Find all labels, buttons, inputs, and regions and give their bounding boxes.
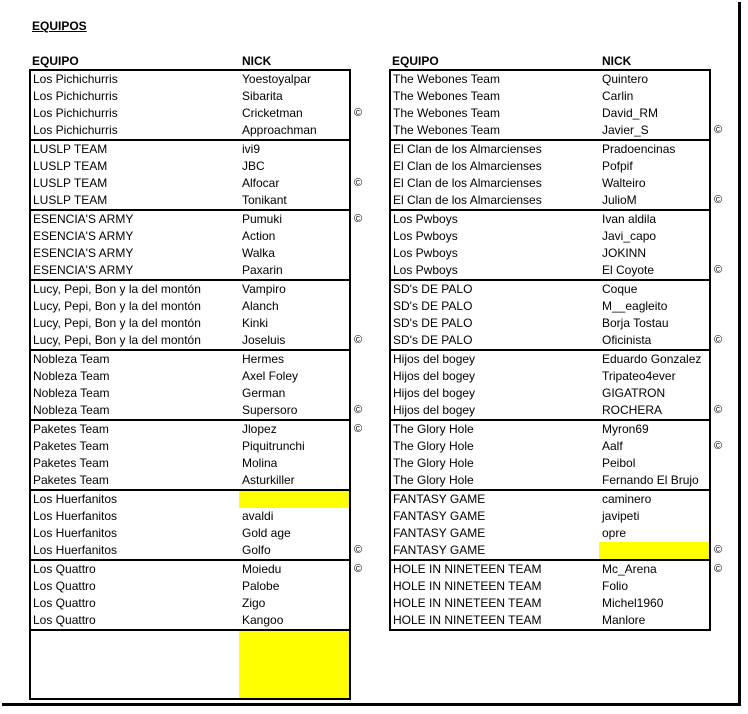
player-nick: Molina bbox=[242, 456, 278, 470]
table-row bbox=[391, 245, 709, 262]
table-row bbox=[31, 245, 349, 262]
table-row bbox=[31, 192, 349, 209]
team-name: El Clan de los Almarcienses bbox=[393, 142, 542, 156]
player-nick: Folio bbox=[602, 579, 629, 593]
player-nick: Supersoro bbox=[242, 403, 298, 417]
player-nick: Palobe bbox=[242, 579, 280, 593]
table-row bbox=[391, 315, 709, 332]
player-nick: Paxarin bbox=[242, 263, 283, 277]
team-name: The Glory Hole bbox=[393, 422, 474, 436]
captain-mark-icon: © bbox=[713, 563, 723, 575]
player-nick: El Coyote bbox=[602, 263, 655, 277]
team-name: Los Huerfanitos bbox=[33, 543, 118, 557]
table-row bbox=[391, 141, 709, 158]
team-block bbox=[391, 349, 723, 419]
team-name: LUSLP TEAM bbox=[33, 193, 108, 207]
table-row bbox=[391, 192, 723, 209]
team-name: Lucy, Pepi, Bon y la del montón bbox=[33, 299, 201, 313]
right-team-header: EQUIPO bbox=[392, 54, 439, 68]
player-nick: Walteiro bbox=[602, 176, 646, 190]
captain-mark-icon: © bbox=[713, 544, 723, 556]
player-nick: Alanch bbox=[242, 299, 279, 313]
team-block bbox=[391, 71, 723, 139]
team-name: LUSLP TEAM bbox=[33, 159, 108, 173]
team-name: Los Quattro bbox=[33, 579, 96, 593]
table-row bbox=[391, 262, 723, 279]
table-row bbox=[391, 438, 723, 455]
table-row bbox=[391, 88, 709, 105]
player-nick: Hermes bbox=[242, 352, 285, 366]
table-row bbox=[31, 71, 349, 88]
table-row bbox=[391, 368, 709, 385]
captain-mark-icon: © bbox=[713, 264, 723, 276]
team-name: Los Pwboys bbox=[393, 212, 458, 226]
player-nick: Action bbox=[242, 229, 276, 243]
player-nick: Manlore bbox=[602, 613, 646, 627]
team-name: FANTASY GAME bbox=[393, 526, 486, 540]
left-teams-table bbox=[29, 69, 363, 700]
table-row bbox=[391, 595, 709, 612]
table-row bbox=[31, 612, 349, 629]
table-row bbox=[31, 332, 363, 349]
player-nick: Golfo bbox=[242, 543, 271, 557]
team-name: LUSLP TEAM bbox=[33, 176, 108, 190]
player-nick: Walka bbox=[242, 246, 275, 260]
player-nick: Sibarita bbox=[242, 89, 283, 103]
player-nick: German bbox=[242, 386, 286, 400]
right-nick-header: NICK bbox=[602, 54, 632, 68]
team-name: Los Huerfanitos bbox=[33, 509, 118, 523]
table-row bbox=[391, 211, 709, 228]
table-row bbox=[391, 281, 709, 298]
team-name: FANTASY GAME bbox=[393, 509, 486, 523]
player-nick: Fernando El Brujo bbox=[602, 473, 699, 487]
player-nick: ivi9 bbox=[242, 142, 261, 156]
player-nick: M__eagleito bbox=[602, 299, 668, 313]
table-row bbox=[31, 122, 349, 139]
team-block bbox=[391, 559, 723, 629]
team-name: Lucy, Pepi, Bon y la del montón bbox=[33, 282, 201, 296]
captain-mark-icon: © bbox=[713, 194, 723, 206]
player-nick: Peibol bbox=[602, 456, 636, 470]
team-name: Nobleza Team bbox=[33, 369, 110, 383]
team-block bbox=[31, 209, 363, 279]
table-row bbox=[391, 228, 709, 245]
table-row bbox=[31, 525, 349, 542]
player-nick: Alfocar bbox=[242, 176, 280, 190]
team-name: ESENCIA'S ARMY bbox=[33, 229, 134, 243]
team-name: El Clan de los Almarcienses bbox=[393, 176, 542, 190]
table-row bbox=[31, 211, 363, 228]
team-name: FANTASY GAME bbox=[393, 492, 486, 506]
player-nick: Piquitrunchi bbox=[242, 439, 305, 453]
team-name: ESENCIA'S ARMY bbox=[33, 212, 134, 226]
player-nick: Pofpif bbox=[602, 159, 633, 173]
team-block bbox=[31, 559, 363, 629]
table-row bbox=[391, 561, 723, 578]
player-nick: Moiedu bbox=[242, 562, 282, 576]
player-nick: GIGATRON bbox=[602, 386, 666, 400]
team-block bbox=[391, 419, 723, 489]
team-name: Los Quattro bbox=[33, 613, 96, 627]
team-name: The Glory Hole bbox=[393, 456, 474, 470]
table-row bbox=[31, 542, 363, 559]
team-name: Los Pwboys bbox=[393, 263, 458, 277]
team-name: SD's DE PALO bbox=[393, 316, 473, 330]
team-name: The Glory Hole bbox=[393, 439, 474, 453]
team-name: Hijos del bogey bbox=[393, 369, 476, 383]
table-row bbox=[31, 595, 349, 612]
player-nick: javipeti bbox=[602, 509, 640, 523]
table-row bbox=[31, 385, 349, 402]
player-nick: Javi_capo bbox=[602, 229, 657, 243]
table-row bbox=[391, 508, 709, 525]
team-name: Los Pichichurris bbox=[33, 89, 118, 103]
team-name: Hijos del bogey bbox=[393, 352, 476, 366]
team-block bbox=[31, 349, 363, 419]
team-name: The Webones Team bbox=[393, 106, 500, 120]
team-name: Los Quattro bbox=[33, 562, 96, 576]
player-nick: Borja Tostau bbox=[602, 316, 669, 330]
table-row bbox=[31, 228, 349, 245]
team-block bbox=[391, 489, 723, 559]
team-block bbox=[31, 279, 363, 349]
player-nick: JBC bbox=[242, 159, 265, 173]
team-name: Nobleza Team bbox=[33, 403, 110, 417]
table-row bbox=[31, 351, 349, 368]
team-name: ESENCIA'S ARMY bbox=[33, 246, 134, 260]
table-row bbox=[31, 315, 349, 332]
table-row bbox=[31, 368, 349, 385]
table-row bbox=[391, 578, 709, 595]
empty-team-block bbox=[31, 629, 349, 698]
team-block bbox=[31, 139, 363, 209]
table-row bbox=[391, 542, 723, 559]
player-nick: ROCHERA bbox=[602, 403, 663, 417]
captain-mark-icon: © bbox=[353, 544, 363, 556]
team-name: HOLE IN NINETEEN TEAM bbox=[393, 596, 542, 610]
team-name: Los Pichichurris bbox=[33, 72, 118, 86]
player-nick: Carlin bbox=[602, 89, 634, 103]
team-name: Paketes Team bbox=[33, 439, 109, 453]
player-nick: Quintero bbox=[602, 72, 649, 86]
team-name: HOLE IN NINETEEN TEAM bbox=[393, 579, 542, 593]
player-nick: Joseluis bbox=[242, 333, 286, 347]
team-block bbox=[391, 209, 723, 279]
table-row bbox=[31, 175, 363, 192]
team-name: The Glory Hole bbox=[393, 473, 474, 487]
table-row bbox=[31, 508, 349, 525]
team-name: The Webones Team bbox=[393, 72, 500, 86]
table-row bbox=[31, 281, 349, 298]
player-nick: Oficinista bbox=[602, 333, 652, 347]
team-name: Los Huerfanitos bbox=[33, 526, 118, 540]
table-row bbox=[31, 402, 363, 419]
empty-highlighted-cell bbox=[239, 631, 349, 698]
captain-mark-icon: © bbox=[713, 404, 723, 416]
captain-mark-icon: © bbox=[353, 107, 363, 119]
player-nick: Yoestoyalpar bbox=[242, 72, 311, 86]
player-nick: Aalf bbox=[602, 439, 623, 453]
table-row bbox=[391, 612, 709, 629]
player-nick: Javier_S bbox=[602, 123, 649, 137]
empty-highlighted-nick bbox=[239, 491, 349, 508]
team-name: FANTASY GAME bbox=[393, 543, 486, 557]
table-row bbox=[391, 525, 709, 542]
player-nick: JOKINN bbox=[602, 246, 647, 260]
player-nick: Michel1960 bbox=[602, 596, 664, 610]
table-row bbox=[31, 298, 349, 315]
table-row bbox=[391, 175, 709, 192]
left-nick-header: NICK bbox=[242, 54, 272, 68]
player-nick: JulioM bbox=[602, 193, 637, 207]
team-name: SD's DE PALO bbox=[393, 299, 473, 313]
table-row bbox=[31, 262, 349, 279]
team-name: Hijos del bogey bbox=[393, 403, 476, 417]
table-row bbox=[391, 402, 723, 419]
captain-mark-icon: © bbox=[353, 404, 363, 416]
table-row bbox=[391, 122, 723, 139]
team-name: HOLE IN NINETEEN TEAM bbox=[393, 562, 542, 576]
team-block bbox=[31, 419, 363, 489]
player-nick: Approachman bbox=[242, 123, 317, 137]
team-block bbox=[391, 139, 723, 209]
captain-mark-icon: © bbox=[713, 440, 723, 452]
table-row bbox=[31, 158, 349, 175]
captain-mark-icon: © bbox=[353, 563, 363, 575]
player-nick: caminero bbox=[602, 492, 652, 506]
team-name: Nobleza Team bbox=[33, 352, 110, 366]
captain-mark-icon: © bbox=[713, 124, 723, 136]
table-row bbox=[31, 561, 363, 578]
team-name: Paketes Team bbox=[33, 473, 109, 487]
table-row bbox=[31, 455, 349, 472]
team-name: Los Huerfanitos bbox=[33, 492, 118, 506]
team-name: Nobleza Team bbox=[33, 386, 110, 400]
team-name: LUSLP TEAM bbox=[33, 142, 108, 156]
team-name: SD's DE PALO bbox=[393, 282, 473, 296]
team-name: Paketes Team bbox=[33, 422, 109, 436]
table-row bbox=[391, 455, 709, 472]
page-title: EQUIPOS bbox=[32, 19, 87, 33]
team-block bbox=[31, 71, 363, 139]
player-nick: Mc_Arena bbox=[602, 562, 657, 576]
player-nick: Jlopez bbox=[242, 422, 277, 436]
captain-mark-icon: © bbox=[353, 177, 363, 189]
team-block bbox=[391, 279, 723, 349]
player-nick: Eduardo Gonzalez bbox=[602, 352, 702, 366]
team-name: HOLE IN NINETEEN TEAM bbox=[393, 613, 542, 627]
player-nick: opre bbox=[602, 526, 627, 540]
table-row bbox=[391, 158, 709, 175]
team-name: Los Pichichurris bbox=[33, 106, 118, 120]
player-nick: Cricketman bbox=[242, 106, 303, 120]
team-name: The Webones Team bbox=[393, 123, 500, 137]
player-nick: Tripateo4ever bbox=[602, 369, 676, 383]
captain-mark-icon: © bbox=[353, 334, 363, 346]
player-nick: Kangoo bbox=[242, 613, 284, 627]
player-nick: Vampiro bbox=[242, 282, 286, 296]
captain-mark-icon: © bbox=[353, 423, 363, 435]
player-nick: Pradoencinas bbox=[602, 142, 676, 156]
table-row bbox=[391, 351, 709, 368]
team-name: Los Quattro bbox=[33, 596, 96, 610]
table-row bbox=[391, 385, 709, 402]
captain-mark-icon: © bbox=[713, 334, 723, 346]
team-block bbox=[31, 489, 363, 559]
player-nick: Ivan aldila bbox=[602, 212, 657, 226]
right-teams-table bbox=[389, 69, 723, 631]
table-row bbox=[391, 298, 709, 315]
table-row bbox=[391, 71, 709, 88]
team-name: Hijos del bogey bbox=[393, 386, 476, 400]
team-name: ESENCIA'S ARMY bbox=[33, 263, 134, 277]
team-name: The Webones Team bbox=[393, 89, 500, 103]
player-nick: Zigo bbox=[242, 596, 266, 610]
table-row bbox=[31, 105, 363, 122]
player-nick: Axel Foley bbox=[242, 369, 299, 383]
team-name: El Clan de los Almarcienses bbox=[393, 159, 542, 173]
empty-highlighted-nick bbox=[599, 542, 709, 559]
player-nick: David_RM bbox=[602, 106, 659, 120]
player-nick: Tonikant bbox=[242, 193, 287, 207]
player-nick: Myron69 bbox=[602, 422, 649, 436]
player-nick: Pumuki bbox=[242, 212, 283, 226]
player-nick: Kinki bbox=[242, 316, 269, 330]
table-row bbox=[31, 421, 363, 438]
team-name: Los Pwboys bbox=[393, 246, 458, 260]
player-nick: Gold age bbox=[242, 526, 291, 540]
table-row bbox=[391, 472, 709, 489]
table-row bbox=[391, 421, 709, 438]
table-row bbox=[31, 88, 349, 105]
table-row bbox=[31, 491, 349, 508]
player-nick: avaldi bbox=[242, 509, 274, 523]
team-name: SD's DE PALO bbox=[393, 333, 473, 347]
player-nick: Asturkiller bbox=[242, 473, 295, 487]
team-name: Paketes Team bbox=[33, 456, 109, 470]
team-name: Los Pichichurris bbox=[33, 123, 118, 137]
team-name: Lucy, Pepi, Bon y la del montón bbox=[33, 316, 201, 330]
table-row bbox=[31, 141, 349, 158]
player-nick: Coque bbox=[602, 282, 638, 296]
team-name: Lucy, Pepi, Bon y la del montón bbox=[33, 333, 201, 347]
table-row bbox=[31, 578, 349, 595]
table-row bbox=[391, 332, 723, 349]
table-row bbox=[31, 472, 349, 489]
team-name: El Clan de los Almarcienses bbox=[393, 193, 542, 207]
team-name: Los Pwboys bbox=[393, 229, 458, 243]
captain-mark-icon: © bbox=[353, 213, 363, 225]
left-team-header: EQUIPO bbox=[32, 54, 79, 68]
table-row bbox=[391, 491, 709, 508]
table-row bbox=[391, 105, 709, 122]
table-row bbox=[31, 438, 349, 455]
